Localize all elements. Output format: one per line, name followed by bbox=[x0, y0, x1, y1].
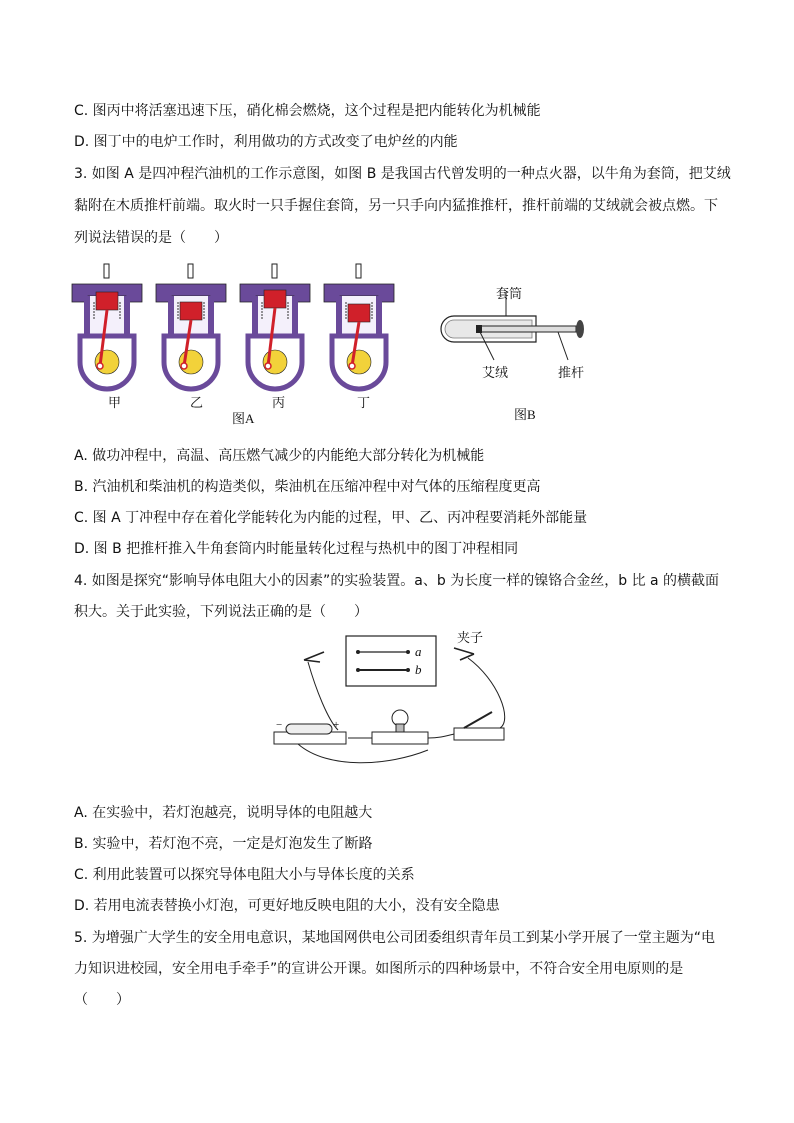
figure-a-caption: 图A bbox=[232, 411, 255, 426]
q4-option-b: B. 实验中，若灯泡不亮，一定是灯泡发生了断路 bbox=[74, 836, 373, 852]
engine-ding bbox=[324, 264, 394, 389]
q4-stem-1: 4. 如图是探究“影响导体电阻大小的因素”的实验装置。a、b 为长度一样的镍铬合金丝，b 比 a 的横截面 bbox=[74, 573, 720, 589]
figure-resistance-circuit bbox=[268, 630, 528, 770]
label-rod: 推杆 bbox=[558, 365, 585, 380]
q3-stem-2: 黏附在木质推杆前端。取火时一只手握住套筒，另一只手向内猛推推杆，推杆前端的艾绒就会被点燃。下 bbox=[74, 198, 718, 214]
q4-option-a: A. 在实验中，若灯泡越亮，说明导体的电阻越大 bbox=[74, 805, 373, 821]
engine-label-ding: 丁 bbox=[357, 395, 371, 410]
engine-label-yi: 乙 bbox=[190, 395, 204, 410]
q4-option-d: D. 若用电流表替换小灯泡，可更好地反映电阻的大小，没有安全隐患 bbox=[74, 898, 500, 914]
q3-option-a: A. 做功冲程中，高温、高压燃气减少的内能绝大部分转化为机械能 bbox=[74, 448, 485, 464]
label-sleeve: 套筒 bbox=[496, 286, 523, 301]
label-moxa: 艾绒 bbox=[482, 365, 509, 380]
engine-label-jia: 甲 bbox=[108, 395, 122, 410]
engine-yi bbox=[156, 264, 226, 389]
q5-stem-3: （ ） bbox=[74, 992, 130, 1008]
engine-bing bbox=[240, 264, 310, 389]
q3-option-b: B. 汽油机和柴油机的构造类似，柴油机在压缩冲程中对气体的压缩程度更高 bbox=[74, 479, 541, 495]
label-plus: + bbox=[333, 719, 340, 731]
q5-stem-1: 5. 为增强广大学生的安全用电意识，某地国网供电公司团委组织青年员工到某小学开展了一堂主题为“电 bbox=[74, 930, 716, 946]
engine-jia bbox=[72, 264, 142, 389]
figure-b-caption: 图B bbox=[514, 407, 536, 422]
option-c-prev: C. 图丙中将活塞迅速下压，硝化棉会燃烧，这个过程是把内能转化为机械能 bbox=[74, 103, 541, 119]
q4-option-c: C. 利用此装置可以探究导体电阻大小与导体长度的关系 bbox=[74, 867, 415, 883]
label-wire-a: a bbox=[415, 644, 422, 659]
q3-stem-3: 列说法错误的是（ ） bbox=[74, 230, 228, 246]
q4-stem-2: 积大。关于此实验，下列说法正确的是（ ） bbox=[74, 604, 368, 620]
q3-option-c: C. 图 A 丁冲程中存在着化学能转化为内能的过程，甲、乙、丙冲程要消耗外部能量 bbox=[74, 510, 588, 526]
engine-label-bing: 丙 bbox=[272, 395, 286, 410]
label-wire-b: b bbox=[415, 662, 422, 677]
q5-stem-2: 力知识进校园，安全用电手牵手”的宣讲公开课。如图所示的四种场景中，不符合安全用电原则的是 bbox=[74, 961, 684, 977]
q3-stem-1: 3. 如图 A 是四冲程汽油机的工作示意图，如图 B 是我国古代曾发明的一种点火器，以牛角为套筒，把艾绒 bbox=[74, 166, 731, 182]
label-minus: − bbox=[276, 719, 283, 731]
label-clip: 夹子 bbox=[457, 630, 484, 645]
option-d-prev: D. 图丁中的电炉工作时，利用做功的方式改变了电炉丝的内能 bbox=[74, 134, 458, 150]
q3-option-d: D. 图 B 把推杆推入牛角套筒内时能量转化过程与热机中的图丁冲程相同 bbox=[74, 541, 519, 557]
